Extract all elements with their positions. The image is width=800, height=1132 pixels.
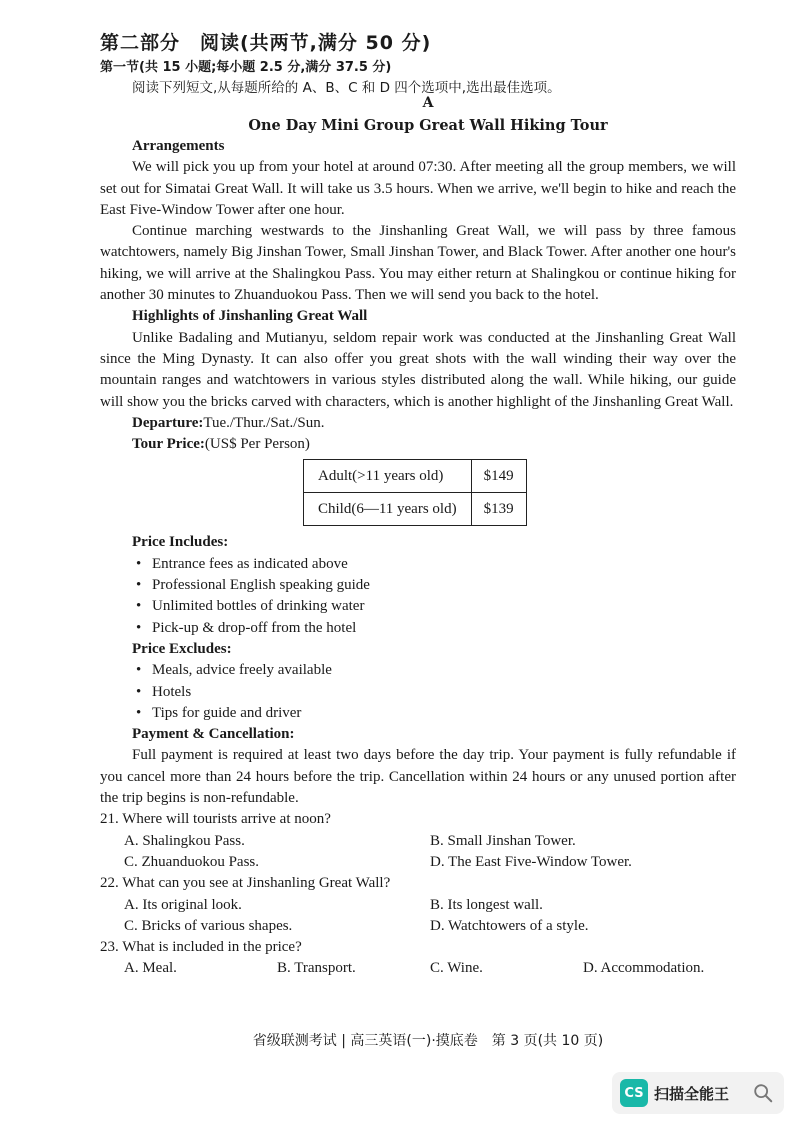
search-icon[interactable]: [752, 1082, 774, 1104]
question-stem: 22. What can you see at Jinshanling Great Wall?: [100, 875, 391, 892]
option-b: B. Transport.: [277, 960, 356, 977]
camscanner-logo: CS: [620, 1079, 648, 1107]
question-stem: 23. What is included in the price?: [100, 939, 302, 956]
question-options: [100, 958, 736, 979]
option-d: D. The East Five-Window Tower.: [430, 853, 632, 870]
question-options: [100, 895, 736, 938]
list-item: • Unlimited bottles of drinking water: [136, 596, 736, 617]
includes-list: [100, 554, 736, 639]
watermark-text: 扫描全能王: [654, 1084, 730, 1103]
list-item: • Entrance fees as indicated above: [136, 554, 736, 575]
subsection-title: 第一节(共 15 小题;每小题 2.5 分,满分 37.5 分): [100, 60, 392, 75]
option-d: D. Watchtowers of a style.: [430, 917, 589, 934]
departure-value: Tue./Thur./Sat./Sun.: [203, 414, 325, 431]
option-c: C. Zhuanduokou Pass.: [124, 853, 259, 870]
payment-heading: Payment & Cancellation:: [132, 726, 295, 743]
page-footer: 省级联测考试 | 高三英语(一)·摸底卷 第 3 页(共 10 页): [252, 1033, 604, 1049]
passage-letter: A: [422, 95, 434, 111]
option-b: B. Its longest wall.: [430, 896, 543, 913]
price-amount-cell: $149: [471, 460, 526, 493]
option-a: A. Meal.: [124, 960, 177, 977]
tour-price-unit: (US$ Per Person): [204, 436, 310, 453]
payment-paragraph: Full payment is required at least two days before the day trip. Your payment is fully refundable if you cancel more than 24 hours before the trip. Cancellation within 24 hours or any unused portion after the trip begins is non-refundable.: [100, 747, 736, 807]
price-amount-cell: $139: [471, 493, 526, 526]
list-item: • Pick-up & drop-off from the hotel: [136, 618, 736, 639]
table-row: [304, 493, 527, 526]
option-a: A. Its original look.: [124, 896, 242, 913]
list-item: • Meals, advice freely available: [136, 660, 736, 681]
highlights-paragraph: Unlike Badaling and Mutianyu, seldom repair work was conducted at the Jinshanling Great Wall since the Ming Dynasty. It can also offer you great shots with the wall winding their way over the mountain ranges and watchtowers in various styles distributed along the wall. While hiking, our guide will show you the bricks carved with characters, which is another highlight of the Jinshanling Great Wall.: [100, 329, 736, 410]
arrangements-paragraph-2: Continue marching westwards to the Jinshanling Great Wall, we will pass by three famous watchtowers, namely Big Jinshan Tower, Small Jinshan Tower, and Black Tower. After another one hour's hiking, we will arrive at the Shalingkou Pass. You may either return at Shalingkou or continue hiking for another 30 minutes to Zhuanduokou Pass. Then we will send you back to the hotel.: [100, 223, 736, 304]
list-item: • Hotels: [136, 682, 736, 703]
option-c: C. Wine.: [430, 960, 483, 977]
excludes-heading: Price Excludes:: [132, 640, 232, 657]
list-item: • Professional English speaking guide: [136, 575, 736, 596]
camscanner-watermark[interactable]: [612, 1072, 784, 1114]
departure-label: Departure:: [132, 414, 204, 431]
price-type-cell: Adult(>11 years old): [304, 460, 472, 493]
section-title: 第二部分 阅读(共两节,满分 50 分): [100, 32, 432, 54]
highlights-heading: Highlights of Jinshanling Great Wall: [132, 308, 368, 325]
arrangements-heading: Arrangements: [132, 138, 225, 154]
departure-line: [100, 413, 736, 434]
price-table: [303, 459, 527, 526]
excludes-list: [100, 660, 736, 724]
tour-price-label: Tour Price:: [132, 436, 205, 453]
question-stem: 21. Where will tourists arrive at noon?: [100, 811, 331, 828]
arrangements-paragraph-1: We will pick you up from your hotel at around 07:30. After meeting all the group members, we will set out for Simatai Great Wall. It will take us 3.5 hours. When we arrive, we'll begin to hike and reach the East Five-Window Tower after one hour.: [100, 159, 736, 218]
price-type-cell: Child(6—11 years old): [304, 493, 472, 526]
option-c: C. Bricks of various shapes.: [124, 917, 293, 934]
includes-heading: Price Includes:: [132, 534, 229, 551]
question-options: [100, 831, 736, 874]
list-item: • Tips for guide and driver: [136, 703, 736, 724]
option-b: B. Small Jinshan Tower.: [430, 832, 576, 849]
passage-title: One Day Mini Group Great Wall Hiking Tour: [248, 117, 608, 134]
option-a: A. Shalingkou Pass.: [124, 832, 245, 849]
passage-body: [100, 136, 736, 980]
instruction: 阅读下列短文,从每题所给的 A、B、C 和 D 四个选项中,选出最佳选项。: [132, 80, 561, 96]
option-d: D. Accommodation.: [583, 960, 705, 977]
table-row: [304, 460, 527, 493]
tour-price-line: [100, 434, 736, 455]
